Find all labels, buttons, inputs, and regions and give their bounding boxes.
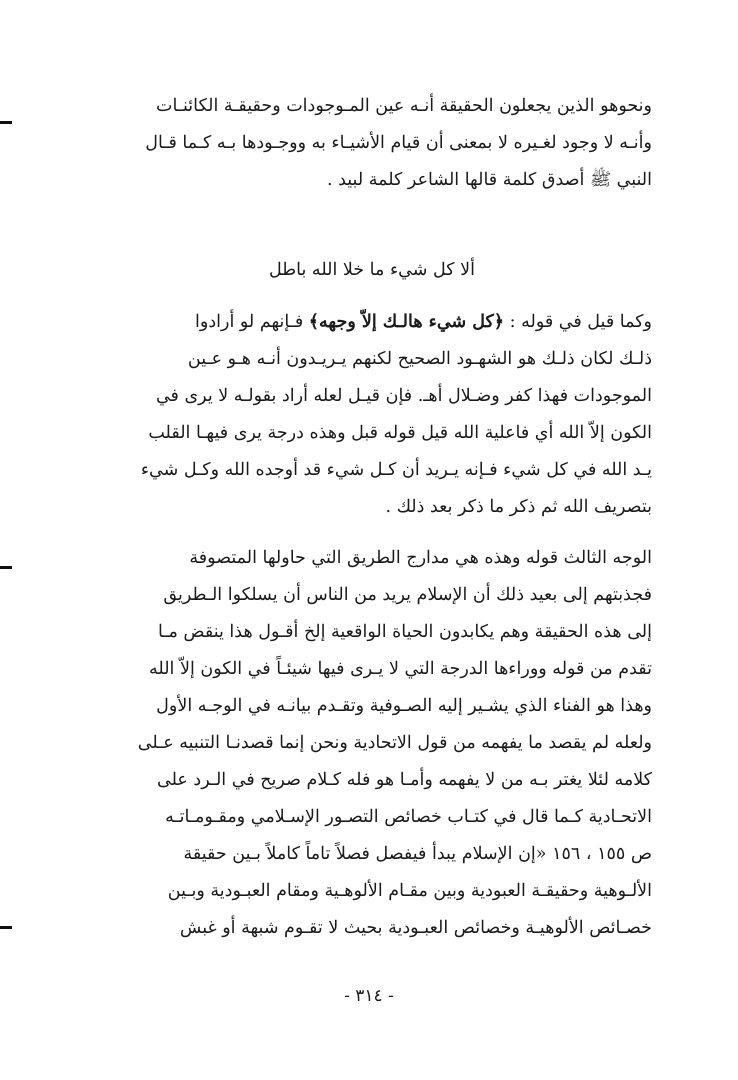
paragraph-1 (92, 88, 652, 199)
text-line: وأنـه لا وجود لغـيره لا بمعنى أن قيام الأشيـاء به ووجـودها بـه كـما قـال (145, 133, 652, 153)
poetry-verse: ألا كل شيء ما خلا الله باطل (268, 260, 475, 280)
text-line: الموجودات فهذا كفر وضـلال أهـ. فإن قيـل لعله أراد بقولـه لا يرى في (155, 386, 652, 406)
line-text: فـإنهم لو أرادوا (195, 312, 309, 332)
line-text: وكما قيل في قوله : (504, 312, 652, 332)
margin-mark (0, 926, 12, 929)
margin-mark (0, 121, 12, 124)
text-line: وهذا هو الفناء الذي يشـير إليه الصـوفية وتقـدم بيانـه في الوجـه الأول (156, 696, 652, 716)
page-number: - ٣١٤ - (344, 986, 394, 1006)
text-line: يـد الله في كل شيء فـإنه يـريد أن كـل شيء قد أوجده الله وكـل شيء (140, 460, 652, 480)
text-line: ذلـك لكان ذلـك هو الشهـود الصحيح لكنهم يـريـدون أنـه هـو عـين (187, 349, 652, 369)
text-line: الألـوهية وحقيقـة العبودية وبين مقـام الألوهـية ومقام العبـودية وبـين (167, 881, 652, 901)
text-line: بتصريف الله ثم ذكر ما ذكر بعد ذلك . (385, 497, 652, 517)
margin-mark (0, 566, 12, 569)
text-line: ص ١٥٥ ، ١٥٦ «إن الإسلام يبدأ فيفصل فصلاً تاماً كاملاً بـين حقيقة (183, 844, 652, 864)
text-line: الوجه الثالث قوله وهذه هي مدارج الطريق التي حاولها المتصوفة (189, 548, 652, 568)
text-line: ولعله لم يقصد ما يفهمه من قول الاتحادية ونحن إنما قصدنـا التنبيه عـلى (137, 733, 652, 753)
text-line: فجذبتهم إلى بعيد ذلك أن الإسلام يريد من الناس أن يسلكوا الـطريق (163, 585, 652, 605)
text-line (92, 304, 652, 341)
text-line: ونحوهو الذين يجعلون الحقيقة أنـه عين المـوجودات وحقيقـة الكائنـات (156, 96, 652, 116)
text-line: الاتحـادية كـما قال في كتـاب خصائص التصـور الإسـلامي ومقـومـاتـه (165, 807, 652, 827)
text-line: خصـائص الألوهيـة وخصائص العبـودية بحيث لا تقـوم شبهة أو غبش (179, 918, 652, 938)
text-line: النبي ﷺ أصدق كلمة قالها الشاعر كلمة لبيد . (326, 170, 652, 190)
text-line: الكون إلاّ الله أي فاعلية الله قيل قوله قبل وهذه درجة يرى فيهـا القلب (148, 423, 652, 443)
paragraph-2 (92, 304, 652, 526)
paragraph-3 (92, 540, 652, 947)
quran-quote: ﴿كل شيء هالـك إلاّ وجهه﴾ (308, 312, 505, 332)
text-line: إلى هذه الحقيقة وهم يكابدون الحياة الواقعية إلخ أقـول هذا ينقض مـا (158, 622, 652, 642)
text-line: كلامه لئلا يغتر بـه من لا يفهمه وأمـا هو فله كـلام صريح في الـرد على (157, 770, 652, 790)
text-line: تقدم من قوله ووراءها الدرجة التي لا يـرى فيها شيئـاً في الكون إلاّ الله (149, 659, 652, 679)
